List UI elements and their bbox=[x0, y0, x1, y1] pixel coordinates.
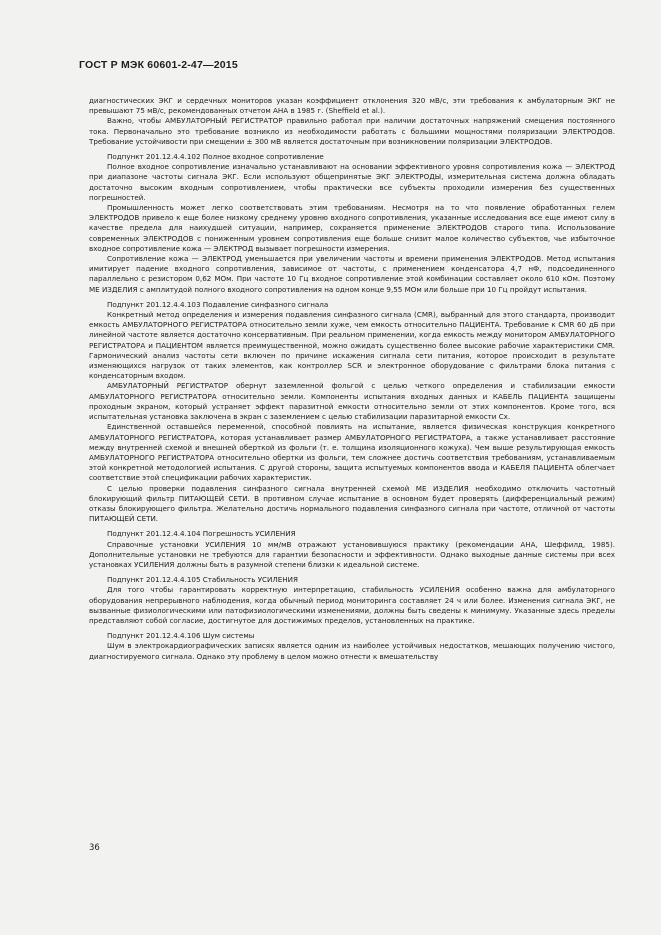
subclause-heading: Подпункт 201.12.4.4.104 Погрешность УСИЛЕНИЯ bbox=[107, 529, 296, 539]
body-paragraph: Важно, чтобы АМБУЛАТОРНЫЙ РЕГИСТРАТОР правильно работал при наличии достаточных напряжений смещения постоянного тока. Первоначально это требование возникло из необходимости работать с большими мощностями поляризации ЭЛЕКТРОДОВ. Требование устойчивости при смещении ± 300 мВ является достаточным при возникновении поляризации ЭЛЕКТРОДОВ. bbox=[89, 116, 615, 146]
body-paragraph: Справочные установки УСИЛЕНИЯ 10 мм/мВ отражают установившуюся практику (рекомендации АНА, Шеффилд, 1985). Дополнительные установки не требуются для гарантии безопасности и эффективности. Однако выходные данные системы при всех установках УСИЛЕНИЯ должны быть в разумной степени близки к идеальной системе. bbox=[89, 539, 615, 569]
body-paragraph: Шум в электрокардиографических записях является одним из наиболее устойчивых недостатков, мешающих получению чистого, диагностируемого сигнала. Однако эту проблему в целом можно отнести к вмешательству bbox=[89, 641, 615, 661]
body-paragraph: Для того чтобы гарантировать корректную интерпретацию, стабильность УСИЛЕНИЯ особенно важна для амбулаторного оборудования непрерывного наблюдения, когда обычный период мониторинга составляет 24 ч или более. Изменения сигнала ЭКГ, не вызванные физиологическими или патофизиологическими изменениями, должны быть сведены к минимуму. Указанные здесь пределы представляют собой согласие, достигнутое для достижимых пределов, установленных на практике. bbox=[89, 585, 615, 625]
body-paragraph: диагностических ЭКГ и сердечных мониторов указан коэффициент отклонения 320 мВ/с, эти требования к амбулаторным ЭКГ не превышают 75 мВ/с, рекомендованных отчетом АНА в 1985 г. (Sheffield et al.). bbox=[89, 96, 615, 116]
subclause-heading: Подпункт 201.12.4.4.102 Полное входное сопротивление bbox=[107, 152, 324, 162]
body-paragraph: Единственной оставшейся переменной, способной повлиять на испытание, является физическая конструкция конкретного АМБУЛАТОРНОГО РЕГИСТРАТОРА, которая устанавливает размер АМБУЛАТОРНОГО РЕГИСТРАТОРА, а также устанавливает расстояние между внутренней схемой и внешней оберткой из фольги (т. е. толщина изоляционного кожуха). Чем выше результирующая емкость АМБУЛАТОРНОГО РЕГИСТРАТОРА относительно обертки из фольги, тем сложнее достичь соответствия требованиям, устанавливаемым этой конкретной методологией испытания. С другой стороны, защита испытуемых компонентов ввода и КАБЕЛЯ ПАЦИЕНТА облегчает соответствие этой спецификации рабочих характеристик. bbox=[89, 422, 615, 483]
subclause-heading: Подпункт 201.12.4.4.105 Стабильность УСИЛЕНИЯ bbox=[107, 575, 298, 585]
body-paragraph: С целью проверки подавления синфазного сигнала внутренней схемой МЕ ИЗДЕЛИЯ необходимо отключить частотный блокирующий фильтр ПИТАЮЩЕЙ СЕТИ. В противном случае испытание в основном будет проверять (дифференциальный режим) отказы блокирующего фильтра. Желательно достичь нормального подавления синфазного сигнала при частоте, отличной от частоты ПИТАЮЩЕЙ СЕТИ. bbox=[89, 483, 615, 524]
body-paragraph: АМБУЛАТОРНЫЙ РЕГИСТРАТОР обернут заземленной фольгой с целью четкого определения и стабилизации емкости АМБУЛАТОРНОГО РЕГИСТРАТОРА относительно земли. Компоненты испытания входных данных и КАБЕЛЬ ПАЦИЕНТА защищены проходным экраном, который устраняет эффект паразитной емкости относительно земли от этих компонентов. Кроме того, вся испытательная установка заключена в экран с заземлением с целью стабилизации паразитарной емкости Cx. bbox=[89, 381, 615, 422]
subclause-heading: Подпункт 201.12.4.4.103 Подавление синфазного сигнала bbox=[107, 299, 329, 309]
body-paragraph: Полное входное сопротивление изначально устанавливают на основании эффективного уровня сопротивления кожа — ЭЛЕКТРОД при диапазоне частоты сигнала ЭКГ. Если используют общепринятые ЭКГ ЭЛЕКТРОДЫ, измерительная система должна обладать достаточно высоким входным сопротивлением, чтобы практически все субъекты проходили измерения без существенных погрешностей. bbox=[89, 162, 615, 202]
page-number: 36 bbox=[89, 843, 100, 853]
document-header: ГОСТ Р МЭК 60601-2-47—2015 bbox=[79, 59, 238, 71]
document-body bbox=[89, 96, 615, 662]
subclause-heading: Подпункт 201.12.4.4.106 Шум системы bbox=[107, 631, 255, 641]
body-paragraph: Промышленность может легко соответствовать этим требованиям. Несмотря на то что появление обработанных гелем ЭЛЕКТРОДОВ привело к еще более низкому среднему уровню входного сопротивления, указанные исследования все еще имеют силу в качестве предела для наихудшей ситуации, например, сохраняется применение ЭЛЕКТРОДОВ старого типа. Использование современных ЭЛЕКТРОДОВ с пониженным уровнем сопротивления еще больше снизит малое количество субъектов, чье избыточное входное сопротивление кожа — ЭЛЕКТРОД вызывает погрешности измерения. bbox=[89, 203, 615, 253]
body-paragraph: Конкретный метод определения и измерения подавления синфазного сигнала (CMR), выбранный для этого стандарта, производит емкость АМБУЛАТОРНОГО РЕГИСТРАТОРА относительно земли хуже, чем емкость относительно ПАЦИЕНТА. Требование к CMR 60 дБ при линейной частоте является достаточно консервативным. При реальном применении, когда емкость между монитором АМБУЛАТОРНОГО РЕГИСТРАТОРА и ПАЦИЕНТОМ является преимущественной, можно ожидать существенно более высокие рабочие характеристики CMR. Гармонический анализ частоты сети включен по причине искажения сигнала сети питания, которое происходит в результате изменяющихся нагрузок от таких элементов, как контроллер SCR и электронное оборудование с фильтрами блока питания с конденсаторным входом. bbox=[89, 310, 615, 381]
body-paragraph: Сопротивление кожа — ЭЛЕКТРОД уменьшается при увеличении частоты и времени применения ЭЛЕКТРОДОВ. Метод испытания имитирует падение входного сопротивления, зависимое от частоты, с применением конденсатора 4,7 нФ, подсоединенного параллельно с резистором 0,62 МОм. При частоте 10 Гц входное сопротивление этой комбинации составляет около 610 кОм. Поэтому МЕ ИЗДЕЛИЯ с амплитудой полного входного сопротивления на одном конце 9,55 МОм или больше при 10 Гц пройдут испытания. bbox=[89, 254, 615, 294]
